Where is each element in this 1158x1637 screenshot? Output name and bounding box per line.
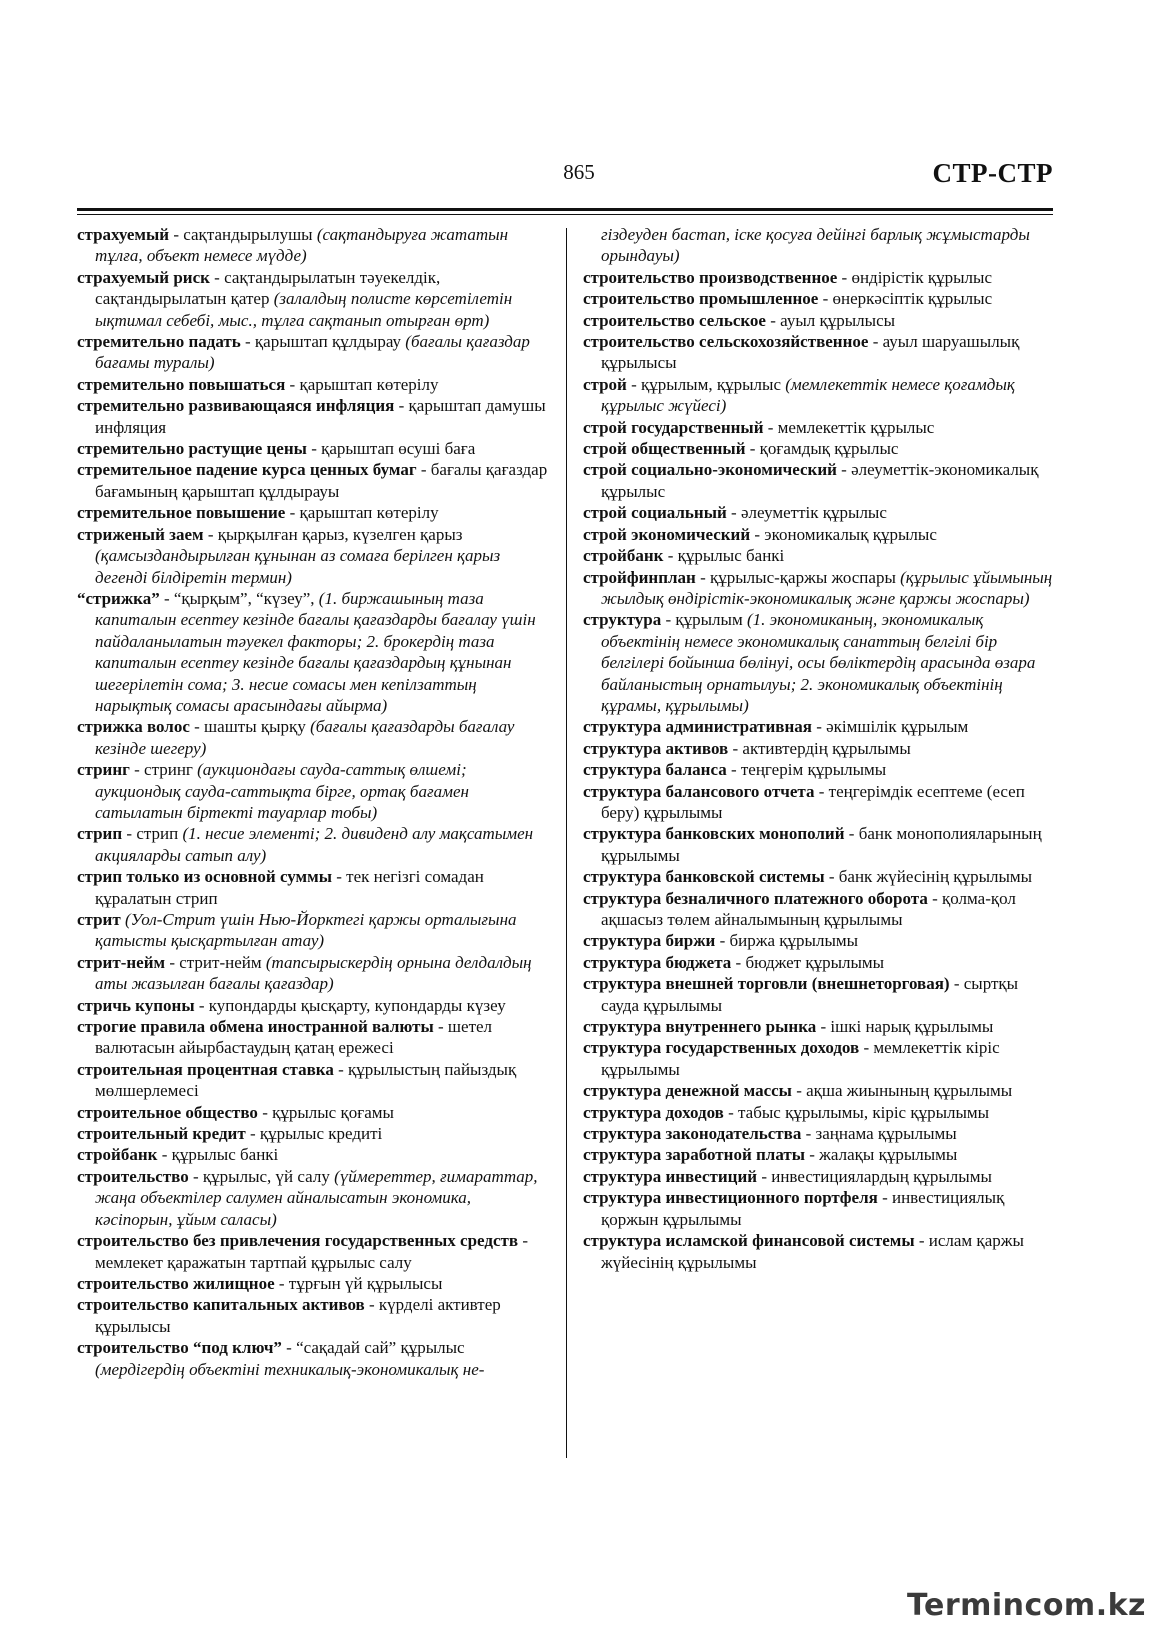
entry-term: структура денежной массы [583, 1081, 792, 1101]
dictionary-entry [77, 1273, 550, 1294]
entry-gloss: - қарыштап өсуші баға [306, 439, 476, 459]
dictionary-entry [77, 331, 550, 374]
entry-term: стремительно падать [77, 332, 241, 352]
header-rule-thick [77, 208, 1053, 211]
dictionary-entry [77, 1059, 550, 1102]
entry-term: строй [583, 374, 627, 394]
entry-gloss: - ақша жиынының құрылымы [791, 1081, 1013, 1101]
entry-gloss: - биржа құрылымы [715, 931, 859, 951]
entry-term: структура банковских монополий [583, 824, 845, 844]
dictionary-entry [77, 459, 550, 502]
column-divider [566, 228, 567, 1458]
entry-term: стрип [77, 824, 123, 844]
entry-term: структура заработной платы [583, 1145, 806, 1165]
entry-gloss: - заңнама құрылымы [801, 1124, 957, 1144]
entry-note: (1. экономиканың, экономикалық объектінің немесе экономикалық санаттың белгілі бір белгілері бойынша бөлінуі, осы бөліктердің арасында өзара байланыстың орнатылуы; 2. экономикалық объектінің құрамы, құрылымы) [601, 610, 1036, 715]
dictionary-entry [77, 1144, 550, 1165]
entry-term: стройбанк [583, 546, 664, 566]
page-number: 865 [563, 160, 595, 184]
entry-term: строй общественный [583, 439, 746, 459]
dictionary-entry [583, 1123, 1053, 1144]
entry-gloss: - мемлекет қаражатын тартпай құрылыс салу [95, 1231, 528, 1272]
entry-gloss: - құрылыс-қаржы жоспары [695, 567, 901, 587]
dictionary-entry [583, 1187, 1053, 1230]
entry-note: гіздеуден бастап, іске қосуға дейінгі барлық жұмыстарды орындауы) [601, 225, 1030, 266]
dictionary-entry [77, 502, 550, 523]
entry-gloss: - шетел валютасын айырбастаудың қатаң ережесі [95, 1017, 493, 1058]
entry-gloss: - мемлекеттік кіріс құрылымы [601, 1038, 1000, 1079]
entry-term: стрит-нейм [77, 952, 166, 972]
dictionary-entry [583, 374, 1053, 417]
entry-gloss: - қолма-қол ақшасыз төлем айналымының құрылымы [601, 888, 1016, 929]
entry-note: (қамсыздандырылған құнынан аз сомаға берілген қарыз дегенді білдіретін термин) [95, 546, 501, 587]
entry-term: структура балансового отчета [583, 781, 815, 801]
dictionary-entry [77, 1016, 550, 1059]
entry-gloss: - құрылыстың пайыздық мөлшерлемесі [95, 1059, 517, 1101]
entry-term: строй экономический [583, 524, 751, 544]
entry-term: структура биржи [583, 931, 716, 951]
entry-term: строительство “под ключ” [77, 1338, 282, 1358]
dictionary-entry [77, 1337, 550, 1380]
entry-gloss: - құрылым, құрылыс [626, 374, 786, 394]
entry-gloss: - әлеуметтік құрылыс [726, 503, 887, 523]
entry-gloss: - жалақы құрылымы [805, 1145, 958, 1165]
entry-term: стремительно повышаться [77, 374, 286, 394]
entry-term: структура безналичного платежного оборота [583, 888, 928, 908]
entry-gloss: - ауыл шаруашылық құрылысы [601, 332, 1020, 373]
entry-gloss: - сақтандырылатын тәуекелдік, сақтандырылатын қатер [95, 267, 441, 309]
entry-gloss: - ішкі нарық құрылымы [816, 1017, 994, 1037]
entry-gloss: - экономикалық құрылыс [750, 524, 937, 544]
entry-gloss: - тұрғын үй құрылысы [274, 1273, 443, 1293]
dictionary-entry [583, 331, 1053, 374]
entry-note: (залалдың полисте көрсетілетін ықтимал себебі, мыс., тұлға сақтанып отырған өрт) [95, 289, 513, 330]
dictionary-entry [583, 823, 1053, 866]
entry-gloss: - “қырқым”, “күзеу”, [159, 588, 319, 608]
entry-note: (бағалы қағаздар бағамы туралы) [95, 332, 530, 373]
entry-term: структура внешней торговли (внешнеторговая) [583, 974, 950, 994]
dictionary-entry [77, 438, 550, 459]
entry-gloss: - теңгерімдік есептеме (есеп беру) құрылымы [601, 781, 1025, 822]
entry-term: структура государственных доходов [583, 1038, 860, 1058]
dictionary-entry [77, 374, 550, 395]
entry-term: строительство без привлечения государственных средств [77, 1231, 519, 1251]
entry-term: строительство жилищное [77, 1273, 275, 1293]
entry-term: строительство сельскохозяйственное [583, 332, 869, 352]
entry-term: стринг [77, 760, 130, 780]
entry-gloss: - купондарды қысқарту, купондарды күзеу [194, 995, 506, 1015]
entry-gloss: - табыс құрылымы, кіріс құрылымы [723, 1102, 990, 1122]
entry-term: строительный кредит [77, 1124, 246, 1144]
dictionary-entry [77, 1294, 550, 1337]
dictionary-entry [583, 502, 1053, 523]
entry-note: (Уол-Стрит үшін Нью-Йорктегі қаржы орталығына қатысты қысқартылған атау) [95, 910, 517, 951]
entry-note: (тапсырыскердің орнына делдалдың аты жазылған бағалы қағаздар) [95, 952, 532, 994]
dictionary-entry [583, 1230, 1053, 1273]
entry-term: структура доходов [583, 1102, 724, 1122]
dictionary-entry [583, 438, 1053, 459]
entry-gloss: - қарыштап көтерілу [285, 374, 439, 394]
dictionary-entry [77, 866, 550, 909]
entry-term: “стрижка” [77, 588, 160, 608]
entry-gloss: - сақтандырылушы [169, 225, 317, 244]
entry-term: строительство промышленное [583, 289, 819, 309]
entry-term: строгие правила обмена иностранной валюты [77, 1017, 434, 1037]
entry-term: структура административная [583, 717, 812, 737]
entry-gloss: - “сақадай сай” құрылыс [281, 1338, 465, 1358]
dictionary-entry [583, 545, 1053, 566]
entry-note: (құрылыс ұйымының жылдық өндірістік-экономикалық және қаржы жоспары) [601, 567, 1053, 608]
entry-gloss: - стринг [129, 760, 198, 780]
entry-gloss: - құрылым [661, 610, 747, 630]
entry-term: структура исламской финансовой системы [583, 1231, 915, 1251]
continued-entry [583, 224, 1053, 267]
entry-term: стремительное падение курса ценных бумаг [77, 460, 417, 480]
dictionary-entry [77, 823, 550, 866]
entry-note: (аукциондағы сауда-саттық өлшемі; аукциондық сауда-саттықта бірге, ортақ бағамен сатылатын біртекті тауарлар тобы) [95, 760, 469, 822]
entry-term: строительное общество [77, 1102, 258, 1122]
entry-gloss: - бюджет құрылымы [731, 952, 885, 972]
entry-gloss: - шашты қырқу [189, 717, 311, 737]
watermark-logo: Termincom.kz [907, 1588, 1146, 1623]
dictionary-entry [77, 588, 550, 716]
entry-note: (1. несие элементі; 2. дивиденд алу мақсатымен акцияларды сатып алу) [95, 824, 534, 865]
entry-term: стрип только из основной суммы [77, 867, 332, 887]
entry-gloss: - банк жүйесінің құрылымы [824, 867, 1033, 887]
dictionary-entry [583, 267, 1053, 288]
dictionary-entry [77, 1123, 550, 1144]
entry-term: строй социально-экономический [583, 460, 837, 480]
dictionary-entry [583, 973, 1053, 1016]
dictionary-entry [77, 1102, 550, 1123]
entry-gloss: - теңгерім құрылымы [726, 760, 887, 780]
dictionary-entry [583, 1166, 1053, 1187]
entry-gloss: - инвестициялық қоржын құрылымы [601, 1188, 1005, 1229]
entry-gloss: - құрылыс, үй салу [188, 1166, 335, 1186]
dictionary-entry [77, 224, 550, 267]
entry-term: стриженый заем [77, 524, 204, 544]
entry-term: стройбанк [77, 1145, 158, 1165]
entry-gloss: - өнеркәсіптік құрылыс [818, 289, 993, 309]
entry-gloss: - өндірістік құрылыс [837, 267, 992, 287]
entry-term: структура активов [583, 738, 729, 758]
entry-gloss: - әлеуметтік-экономикалық құрылыс [601, 460, 1039, 501]
entry-term: строительство производственное [583, 267, 838, 287]
dictionary-entry [77, 1166, 550, 1230]
dictionary-entry [583, 930, 1053, 951]
entry-gloss: - банк монополияларының құрылымы [601, 824, 1042, 865]
entry-gloss: - ауыл құрылысы [765, 310, 896, 330]
dictionary-entry [77, 759, 550, 823]
dictionary-entry [583, 1144, 1053, 1165]
running-head: СТР-СТР [932, 158, 1053, 188]
entry-gloss: - мемлекеттік құрылыс [763, 417, 935, 437]
entry-gloss: - активтердің құрылымы [728, 738, 911, 758]
entry-term: структура баланса [583, 760, 727, 780]
dictionary-entry [77, 524, 550, 588]
entry-gloss: - күрделі активтер құрылысы [95, 1295, 501, 1336]
dictionary-entry [583, 1037, 1053, 1080]
entry-gloss: - стрит-нейм [165, 952, 266, 972]
dictionary-entry [583, 288, 1053, 309]
entry-gloss: - қарыштап құлдырау [240, 332, 406, 352]
entry-term: страхуемый риск [77, 267, 210, 287]
entry-gloss: - сыртқы сауда құрылымы [601, 974, 1019, 1015]
entry-gloss: - инвестициялардың құрылымы [757, 1166, 992, 1186]
entry-term: структура законодательства [583, 1124, 802, 1144]
dictionary-entry [77, 995, 550, 1016]
dictionary-entry [583, 459, 1053, 502]
entry-note: (мемлекеттік немесе қоғамдық құрылыс жүйесі) [601, 374, 1015, 416]
entry-term: структура инвестиционного портфеля [583, 1188, 878, 1208]
dictionary-entry [583, 759, 1053, 780]
entry-term: стремительно растущие цены [77, 439, 307, 459]
entry-term: структура банковской системы [583, 867, 825, 887]
entry-note: (бағалы қағаздарды бағалау кезінде шегеру) [95, 717, 515, 758]
entry-gloss: - ислам қаржы жүйесінің құрылымы [601, 1231, 1024, 1272]
entry-term: страхуемый [77, 225, 170, 244]
entry-gloss: - стрип [122, 824, 183, 844]
right-column [583, 224, 1053, 1273]
dictionary-entry [77, 1230, 550, 1273]
dictionary-entry [583, 888, 1053, 931]
dictionary-entry [583, 417, 1053, 438]
entry-gloss: - бағалы қағаздар бағамының қарыштап құлдырауы [95, 460, 548, 501]
entry-term: стрижка волос [77, 717, 190, 737]
entry-term: стремительное повышение [77, 503, 286, 523]
dictionary-entry [77, 716, 550, 759]
entry-note: (сақтандыруға жататын тұлға, объект немесе мүдде) [95, 225, 509, 266]
entry-term: структура внутреннего рынка [583, 1017, 817, 1037]
dictionary-entry [583, 866, 1053, 887]
dictionary-entry [77, 909, 550, 952]
entry-term: стрит [77, 910, 121, 929]
dictionary-entry [77, 267, 550, 331]
dictionary-entry [583, 1102, 1053, 1123]
entry-gloss: - қарыштап дамушы инфляция [95, 396, 546, 437]
dictionary-entry [583, 952, 1053, 973]
entry-gloss: - құрылыс кредиті [245, 1124, 383, 1144]
entry-note: (мердігердің объектіні техникалық-экономикалық не- [95, 1359, 485, 1379]
entry-term: структура [583, 610, 662, 630]
entry-note: (1. биржашының таза капиталын есептеу кезінде бағалы қағаздарды бағалау үшін пайдаланылатын тәуекел факторы; 2. брокердің таза капиталын есептеу кезінде бағалы қағаздардың құнынан шегерілетін сома; 3. несие сомасы мен кепілзаттың нарықтық сомасы арасындағы айырма) [95, 588, 536, 715]
entry-term: стремительно развивающаяся инфляция [77, 396, 395, 416]
dictionary-entry [583, 310, 1053, 331]
dictionary-entry [77, 395, 550, 438]
dictionary-entry [583, 1080, 1053, 1101]
entry-term: строительство [77, 1166, 189, 1186]
entry-term: строительная процентная ставка [77, 1059, 334, 1079]
entry-gloss: - қырқылған қарыз, күзелген қарыз [203, 524, 463, 544]
dictionary-entry [77, 952, 550, 995]
entry-gloss: - қарыштап көтерілу [285, 503, 439, 523]
entry-term: строй социальный [583, 503, 727, 523]
left-column [77, 224, 550, 1380]
entry-gloss: - құрылыс банкі [663, 546, 785, 566]
entry-term: строительство капитальных активов [77, 1295, 365, 1315]
entry-gloss: - тек негізгі сомадан құралатын стрип [95, 867, 484, 908]
entry-note: (үймереттер, ғимараттар, жаңа объектілер салумен айналысатын экономика, кәсіпорын, ұйым саласы) [95, 1166, 538, 1229]
dictionary-entry [583, 609, 1053, 716]
entry-gloss: - құрылыс қоғамы [257, 1102, 394, 1122]
header-rule-thin [77, 214, 1053, 215]
entry-term: строй государственный [583, 417, 764, 437]
entry-gloss: - қоғамдық құрылыс [745, 439, 899, 459]
entry-gloss: - әкімшілік құрылым [811, 717, 969, 737]
dictionary-entry [583, 567, 1053, 610]
entry-gloss: - құрылыс банкі [157, 1145, 279, 1165]
entry-term: стричь купоны [77, 995, 195, 1015]
dictionary-entry [583, 1016, 1053, 1037]
dictionary-entry [583, 738, 1053, 759]
dictionary-entry [583, 716, 1053, 737]
entry-term: структура бюджета [583, 952, 732, 972]
entry-term: стройфинплан [583, 567, 696, 587]
dictionary-entry [583, 781, 1053, 824]
dictionary-entry [583, 524, 1053, 545]
entry-term: строительство сельское [583, 310, 766, 330]
entry-term: структура инвестиций [583, 1166, 758, 1186]
